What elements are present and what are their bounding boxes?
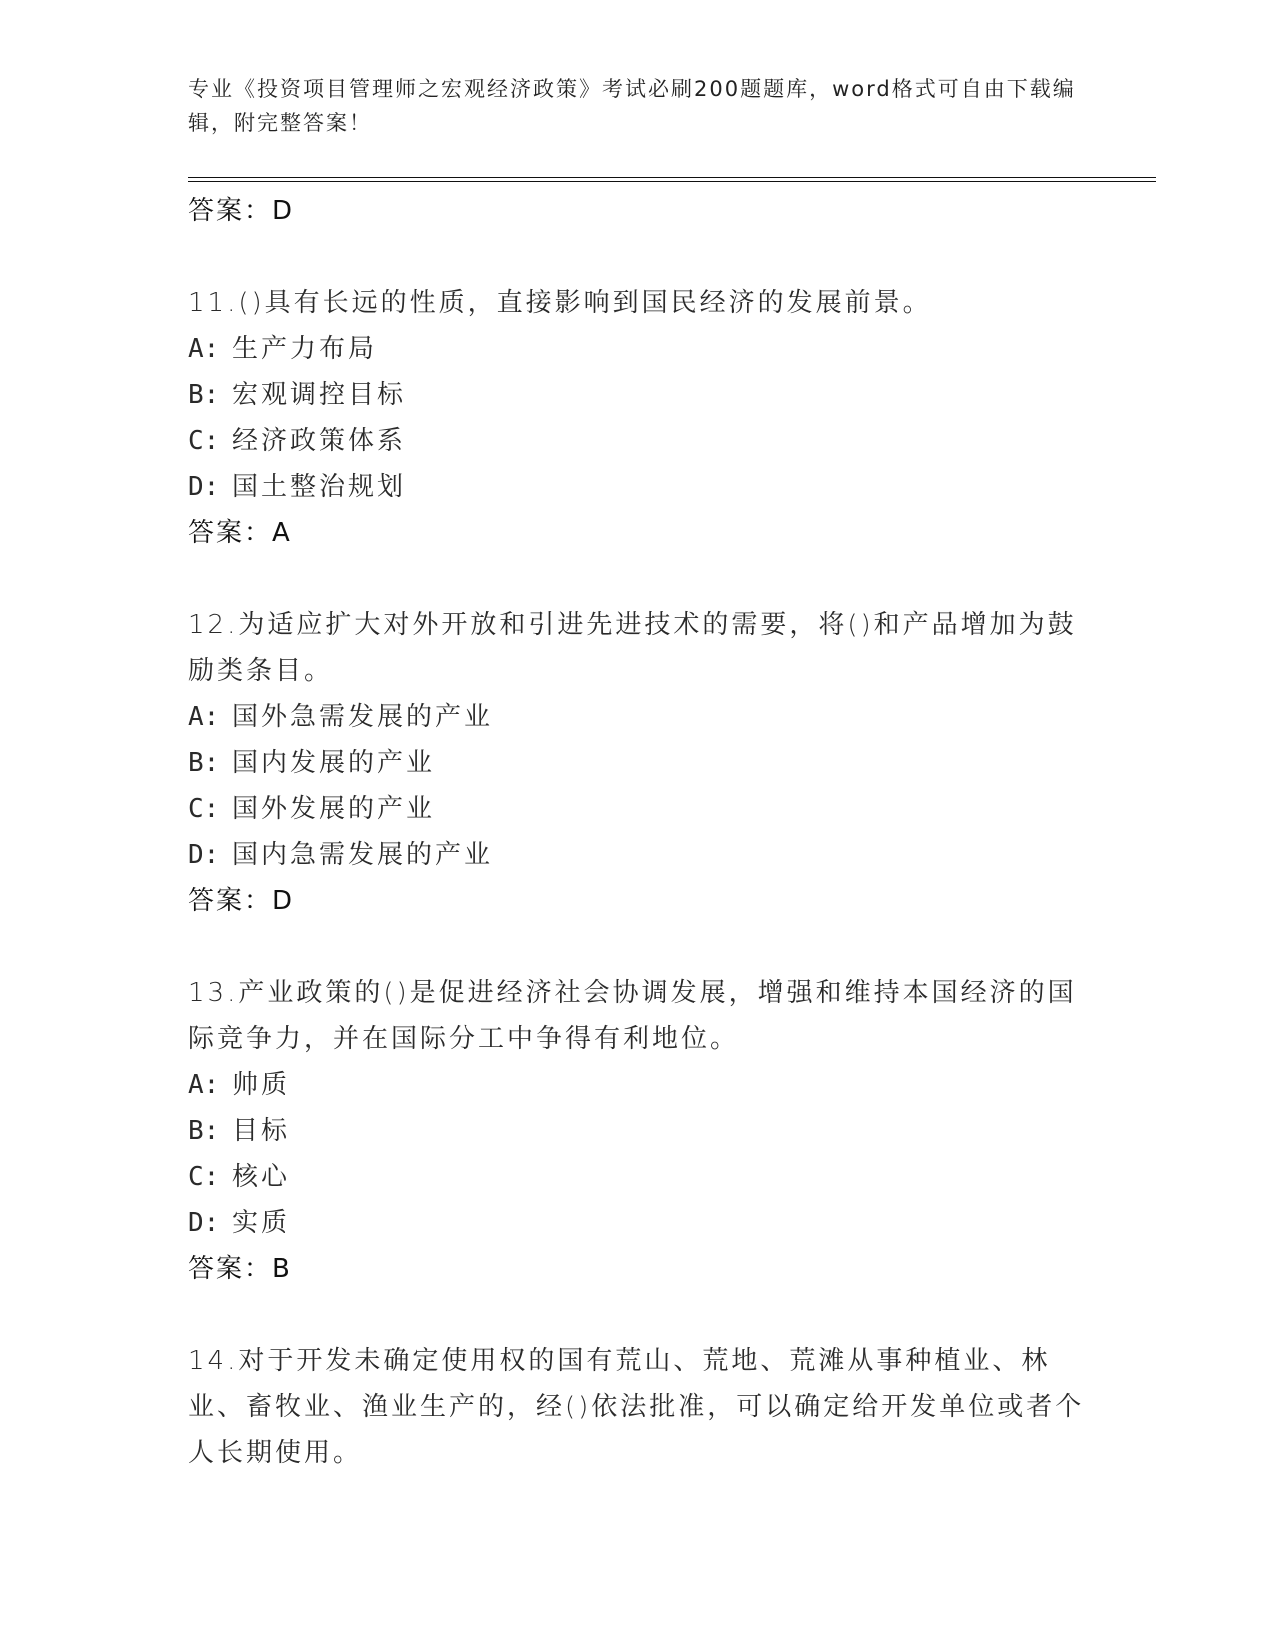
answer-value: A [272, 518, 291, 548]
answer-option [188, 786, 1088, 832]
option-letter: B: [188, 380, 220, 410]
answer-option [188, 740, 1088, 786]
answer-value: D [272, 196, 294, 226]
option-letter: C: [188, 794, 220, 824]
option-letter: D: [188, 1208, 220, 1238]
answer-option [188, 326, 1088, 372]
question-text: 13.产业政策的()是促进经济社会协调发展，增强和维持本国经济的国际竞争力，并在国际分工中争得有利地位。 [188, 978, 1077, 1054]
question-text: 11.()具有长远的性质，直接影响到国民经济的发展前景。 [188, 288, 932, 318]
option-letter: D: [188, 840, 220, 870]
option-text: 国外急需发展的产业 [232, 702, 494, 732]
answer-line [188, 1246, 1088, 1292]
answer-option [188, 1108, 1088, 1154]
option-text: 实质 [232, 1208, 291, 1238]
spacer [188, 924, 1088, 970]
option-letter: A: [188, 334, 220, 364]
answer-option [188, 694, 1088, 740]
answer-line [188, 188, 1088, 234]
header-divider [188, 177, 1156, 182]
answer-option [188, 418, 1088, 464]
option-letter: B: [188, 1116, 220, 1146]
answer-line [188, 878, 1088, 924]
answer-label: 答案： [188, 1254, 273, 1284]
answer-value: B [272, 1254, 291, 1284]
option-text: 宏观调控目标 [232, 380, 407, 410]
option-letter: D: [188, 472, 220, 502]
spacer [188, 1292, 1088, 1338]
answer-option [188, 1200, 1088, 1246]
question-text: 12.为适应扩大对外开放和引进先进技术的需要，将()和产品增加为鼓励类条目。 [188, 610, 1077, 686]
option-text: 国内急需发展的产业 [232, 840, 494, 870]
answer-option [188, 832, 1088, 878]
answer-option [188, 1062, 1088, 1108]
option-text: 国内发展的产业 [232, 748, 436, 778]
option-letter: C: [188, 1162, 220, 1192]
answer-line [188, 510, 1088, 556]
document-header: 专业《投资项目管理师之宏观经济政策》考试必刷200题题库，word格式可自由下载编辑，附完整答案！ [188, 77, 1076, 135]
option-text: 目标 [232, 1116, 291, 1146]
spacer [188, 556, 1088, 602]
option-letter: A: [188, 702, 220, 732]
option-text: 国外发展的产业 [232, 794, 436, 824]
answer-option [188, 372, 1088, 418]
option-text: 帅质 [232, 1070, 291, 1100]
answer-label: 答案： [188, 518, 273, 548]
option-letter: B: [188, 748, 220, 778]
answer-label: 答案： [188, 886, 273, 916]
option-letter: C: [188, 426, 220, 456]
question-list [188, 188, 1088, 1476]
option-text: 核心 [232, 1162, 291, 1192]
answer-option [188, 464, 1088, 510]
spacer [188, 234, 1088, 280]
answer-label: 答案： [188, 196, 273, 226]
option-text: 国土整治规划 [232, 472, 407, 502]
question-text: 14.对于开发未确定使用权的国有荒山、荒地、荒滩从事种植业、林业、畜牧业、渔业生产的，经()依法批准，可以确定给开发单位或者个人长期使用。 [188, 1346, 1085, 1468]
option-text: 生产力布局 [232, 334, 378, 364]
answer-option [188, 1154, 1088, 1200]
answer-value: D [272, 886, 294, 916]
option-text: 经济政策体系 [232, 426, 407, 456]
option-letter: A: [188, 1070, 220, 1100]
